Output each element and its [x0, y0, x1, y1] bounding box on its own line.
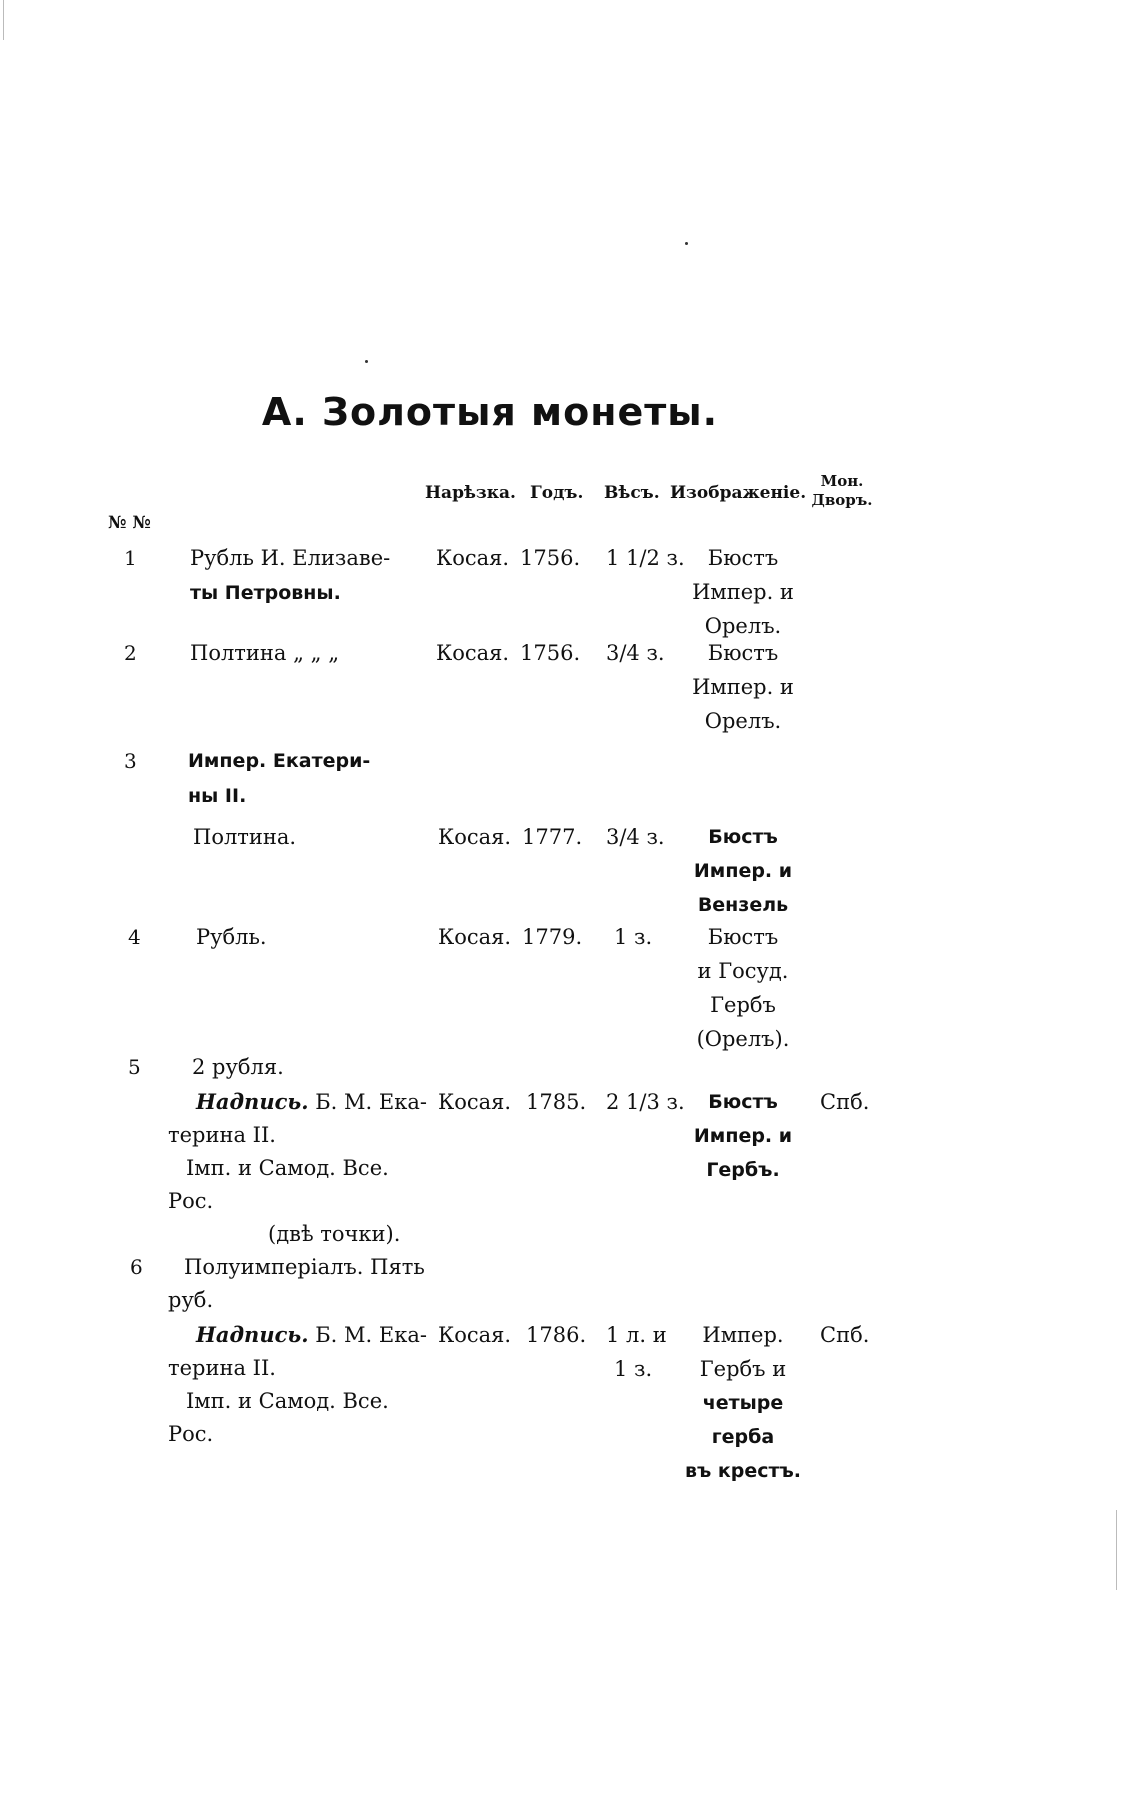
row-6-year: 1786. [526, 1323, 587, 1347]
row-1-weight: 1 1/2 з. [606, 546, 685, 570]
row-1-image-line: Импер. и [692, 580, 794, 604]
row-6-image-line: въ крестъ. [684, 1460, 802, 1482]
row-4-image-line: (Орелъ). [696, 1027, 790, 1051]
row-3-number: 3 [124, 749, 137, 773]
row-3-sub-desc: Полтина. [193, 825, 297, 849]
row-4-image-line: Гербъ [710, 993, 776, 1017]
row-6-weight [606, 1318, 667, 1386]
row-6-inscription-label: Надпись. [196, 1322, 309, 1347]
row-5-image-line: Бюстъ [708, 1091, 778, 1113]
row-6-inscription-text: Б. М. Ека- [315, 1323, 427, 1347]
row-4-image [680, 920, 806, 1056]
row-2-image-line: Бюстъ [707, 641, 779, 665]
row-6-inscription-line-2: терина II. [168, 1356, 276, 1380]
row-6-weight-line: 1 л. и [606, 1323, 667, 1347]
row-5-inscription-line-4: Рос. [168, 1189, 214, 1213]
row-6-number: 6 [130, 1255, 143, 1279]
row-5-inscription-line-3: Імп. и Самод. Все. [186, 1156, 389, 1180]
row-1-image-line: Бюстъ [707, 546, 779, 570]
row-6-image-line: четыре [702, 1392, 784, 1414]
row-1-image-line: Орелъ. [704, 614, 782, 638]
row-5-cut: Косая. [438, 1090, 512, 1114]
row-5-inscription-line-1 [196, 1085, 427, 1119]
row-5-inscription-label: Надпись. [196, 1089, 309, 1114]
row-4-number: 4 [128, 925, 141, 949]
row-3-desc-line-1: Импер. Екатери- [188, 750, 371, 772]
row-6-inscription-line-3: Імп. и Самод. Все. [186, 1389, 389, 1413]
row-6-image-line: Гербъ и [699, 1357, 787, 1381]
row-1-year: 1756. [520, 546, 581, 570]
row-1-desc-1: Рубль И. Елизаве- [190, 546, 391, 570]
scan-edge-mark [1116, 1510, 1117, 1590]
row-1-cut: Косая. [436, 546, 510, 570]
row-6-image [680, 1318, 806, 1488]
header-mint [806, 472, 878, 510]
row-5-inscription-line-2: терина II. [168, 1123, 276, 1147]
row-3-image-line: Вензель [697, 894, 789, 916]
header-cut: Нарѣзка. [425, 483, 516, 503]
row-4-image-line: и Госуд. [697, 959, 789, 983]
row-4-year: 1779. [522, 925, 583, 949]
ink-speck [685, 242, 688, 245]
header-mint-bottom: Дворъ. [811, 491, 873, 509]
row-6-desc-line-2: руб. [168, 1288, 214, 1312]
row-6-mint: Спб. [820, 1323, 870, 1347]
row-3-image [680, 820, 806, 922]
header-number: № № [108, 513, 151, 533]
row-6-desc-line-1: Полуимперіалъ. Пять [184, 1255, 425, 1279]
row-4-image-line: Бюстъ [707, 925, 779, 949]
row-2-desc: Полтина „ „ „ [190, 641, 340, 665]
scan-edge-mark [3, 0, 4, 40]
row-5-weight: 2 1/3 з. [606, 1090, 685, 1114]
row-3-desc-line-2: ны II. [188, 785, 247, 807]
row-5-image [680, 1085, 806, 1187]
row-2-image [680, 636, 806, 738]
header-image: Изображеніе. [670, 483, 807, 503]
page-title: А. Золотыя монеты. [261, 390, 719, 434]
row-6-image-line: Импер. [702, 1323, 784, 1347]
row-5-number: 5 [128, 1055, 141, 1079]
row-1-number: 1 [124, 546, 137, 570]
row-1-image [680, 541, 806, 643]
header-mint-top: Мон. [820, 472, 864, 490]
row-6-weight-line: 1 з. [614, 1357, 653, 1381]
row-4-weight: 1 з. [614, 925, 653, 949]
row-6-image-line: герба [711, 1426, 775, 1448]
row-3-weight: 3/4 з. [606, 825, 665, 849]
row-3-year: 1777. [522, 825, 583, 849]
row-2-year: 1756. [520, 641, 581, 665]
row-1-desc-line-1 [190, 541, 390, 575]
row-4-desc: Рубль. [196, 925, 267, 949]
header-weight: Вѣсъ. [604, 483, 660, 503]
row-2-image-line: Орелъ. [704, 709, 782, 733]
row-6-inscription-line-4: Рос. [168, 1422, 214, 1446]
row-6-cut: Косая. [438, 1323, 512, 1347]
row-4-cut: Косая. [438, 925, 512, 949]
row-5-desc: 2 рубля. [192, 1055, 284, 1079]
row-2-number: 2 [124, 641, 137, 665]
row-2-image-line: Импер. и [692, 675, 794, 699]
row-3-cut: Косая. [438, 825, 512, 849]
row-5-mint: Спб. [820, 1090, 870, 1114]
row-2-cut: Косая. [436, 641, 510, 665]
row-5-inscription-line-5: (двѣ точки). [268, 1222, 401, 1246]
row-1-desc-line-2: ты Петровны. [190, 582, 341, 604]
row-3-image-line: Импер. и [693, 860, 793, 882]
header-year: Годъ. [530, 483, 584, 503]
row-5-image-line: Гербъ. [706, 1159, 780, 1181]
row-3-image-line: Бюстъ [708, 826, 778, 848]
row-5-inscription-text: Б. М. Ека- [315, 1090, 427, 1114]
row-5-year: 1785. [526, 1090, 587, 1114]
row-6-inscription-line-1 [196, 1318, 427, 1352]
ink-speck [365, 360, 368, 363]
row-5-image-line: Импер. и [693, 1125, 793, 1147]
row-2-weight: 3/4 з. [606, 641, 665, 665]
